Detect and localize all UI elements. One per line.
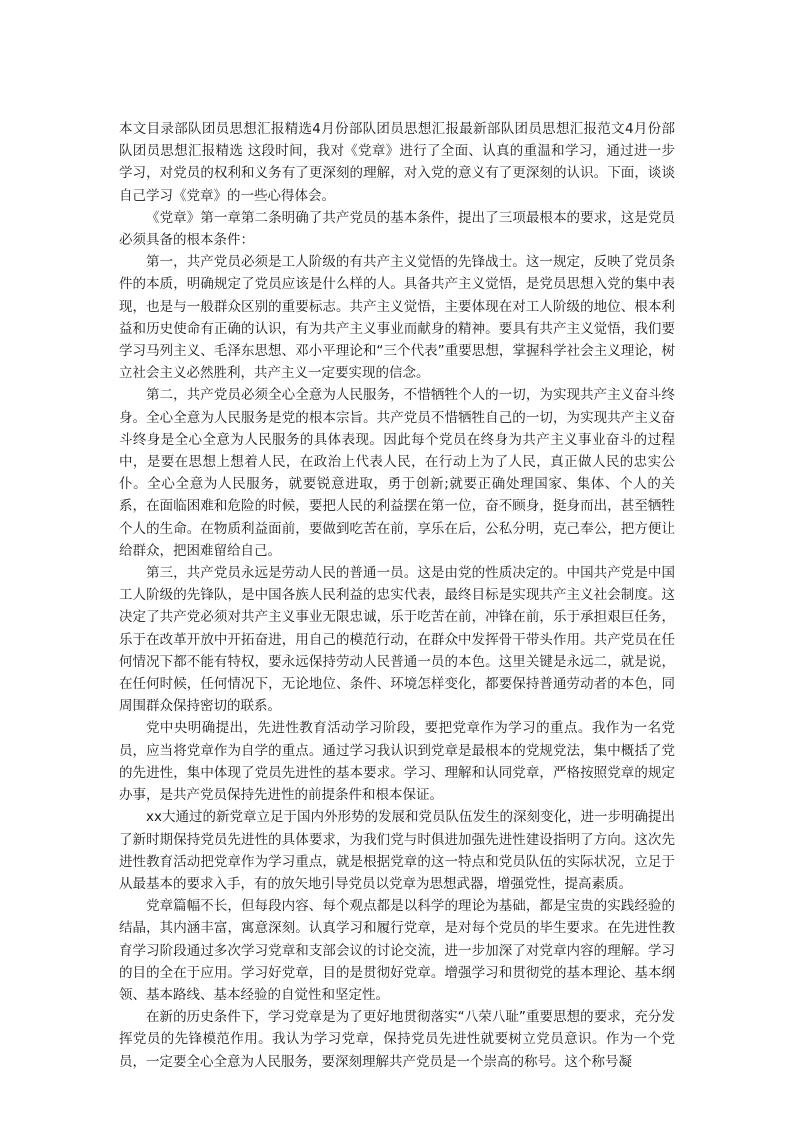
paragraph-third-condition: 第三，共产党员永远是劳动人民的普通一员。这是由党的性质决定的。中国共产党是中国工人阶级的先锋队，是中国各族人民利益的忠实代表，最终目标是实现共产主义社会制度。这决定了共产党必须对共产主义事业无限忠诚，乐于吃苦在前，冲锋在前，乐于承担艰巨任务，乐于在改革开放中开拓奋进，用自己的模范行动，在群众中发挥骨干带头作用。共产党员在任何情况下都不能有特权，要永远保持劳动人民普通一员的本色。这里关键是永远二，就是说，在任何时候，任何情况下，无论地位、条件、环境怎样变化，都要保持普通劳动者的本色，同周围群众保持密切的联系。: [119, 565, 675, 715]
paragraph-constitution-content: 党章篇幅不长，但每段内容、每个观点都是以科学的理论为基础，都是宝贵的实践经验的结晶，其内涵丰富，寓意深刻。认真学习和履行党章，是对每个党员的毕生要求。在先进性教育学习阶段通过多次学习党章和支部会议的讨论交流，进一步加深了对党章内容的理解。学习的目的全在于应用。学习好党章，目的是贯彻好党章。增强学习和贯彻党的基本理论、基本纲领、基本路线、基本经验的自觉性和坚定性。: [119, 898, 675, 1003]
paragraph-basic-conditions: 《党章》第一章第二条明确了共产党员的基本条件，提出了三项最根本的要求，这是党员必须具备的根本条件：: [119, 209, 675, 249]
paragraph-second-condition: 第二，共产党员必须全心全意为人民服务，不惜牺牲个人的一切，为实现共产主义奋斗终身。全心全意为人民服务是党的根本宗旨。共产党员不惜牺牲自己的一切，为实现共产主义奋斗终身是全心全意为人民服务的具体表现。因此每个党员在终身为共产主义事业奋斗的过程中，是要在思想上想着人民，在政治上代表人民，在行动上为了人民，真正做人民的忠实公仆。全心全意为人民服务，就要锐意进取，勇于创新;就要正确处理国家、集体、个人的关系，在面临困难和危险的时候，要把人民的利益摆在第一位，奋不顾身，挺身而出，甚至牺牲个人的生命。在物质利益面前，要做到吃苦在前，享乐在后，公私分明，克己奉公，把方便让给群众，把困难留给自己。: [119, 387, 675, 559]
paragraph-study-focus: 党中央明确提出，先进性教育活动学习阶段，要把党章作为学习的重点。我作为一名党员，应当将党章作为自学的重点。通过学习我认识到党章是最根本的党规党法，集中概括了党的先进性，集中体现了党员先进性的基本要求。学习、理解和认同党章，严格按照党章的规定办事，是共产党员保持先进性的前提条件和根本保证。: [119, 720, 675, 804]
intro-paragraph: 本文目录部队团员思想汇报精选4月份部队团员思想汇报最新部队团员思想汇报范文4月份部队团员思想汇报精选 这段时间，我对《党章》进行了全面、认真的重温和学习，通过进一步学习，对党员的权利和义务有了更深刻的理解，对入党的意义有了更深刻的认识。下面，谈谈自己学习《党章》的一些心得体会。: [119, 121, 675, 204]
paragraph-new-constitution: xx大通过的新党章立足于国内外形势的发展和党员队伍发生的深刻变化，进一步明确提出了新时期保持党员先进性的具体要求，为我们党与时俱进加强先进性建设指明了方向。这次先进性教育活动把党章作为学习重点，就是根据党章的这一特点和党员队伍的实际状况，立足于从最基本的要求入手，有的放矢地引导党员以党章为思想武器，增强党性，提高素质。: [119, 809, 675, 892]
paragraph-first-condition: 第一，共产党员必须是工人阶级的有共产主义觉悟的先锋战士。这一规定，反映了党员条件的本质，明确规定了党员应该是什么样的人。具备共产主义觉悟，是党员思想入党的集中表现，也是与一般群众区别的重要标志。共产主义觉悟，主要体现在对工人阶级的地位、根本利益和历史使命有正确的认识，有为共产主义事业而献身的精神。要具有共产主义觉悟，我们要学习马列主义、毛泽东思想、邓小平理论和“三个代表”重要思想，掌握科学社会主义理论，树立社会主义必然胜利，共产主义一定要实现的信念。: [119, 254, 675, 382]
paragraph-new-era: 在新的历史条件下，学习党章是为了更好地贯彻落实“八荣八耻”重要思想的要求，充分发挥党员的先锋模范作用。我认为学习党章，保持党员先进性就要树立党员意识。作为一个党员，一定要全心全意为人民服务，要深刻理解共产党员是一个崇高的称号。这个称号凝: [119, 1009, 675, 1070]
document-body: [119, 118, 675, 1073]
